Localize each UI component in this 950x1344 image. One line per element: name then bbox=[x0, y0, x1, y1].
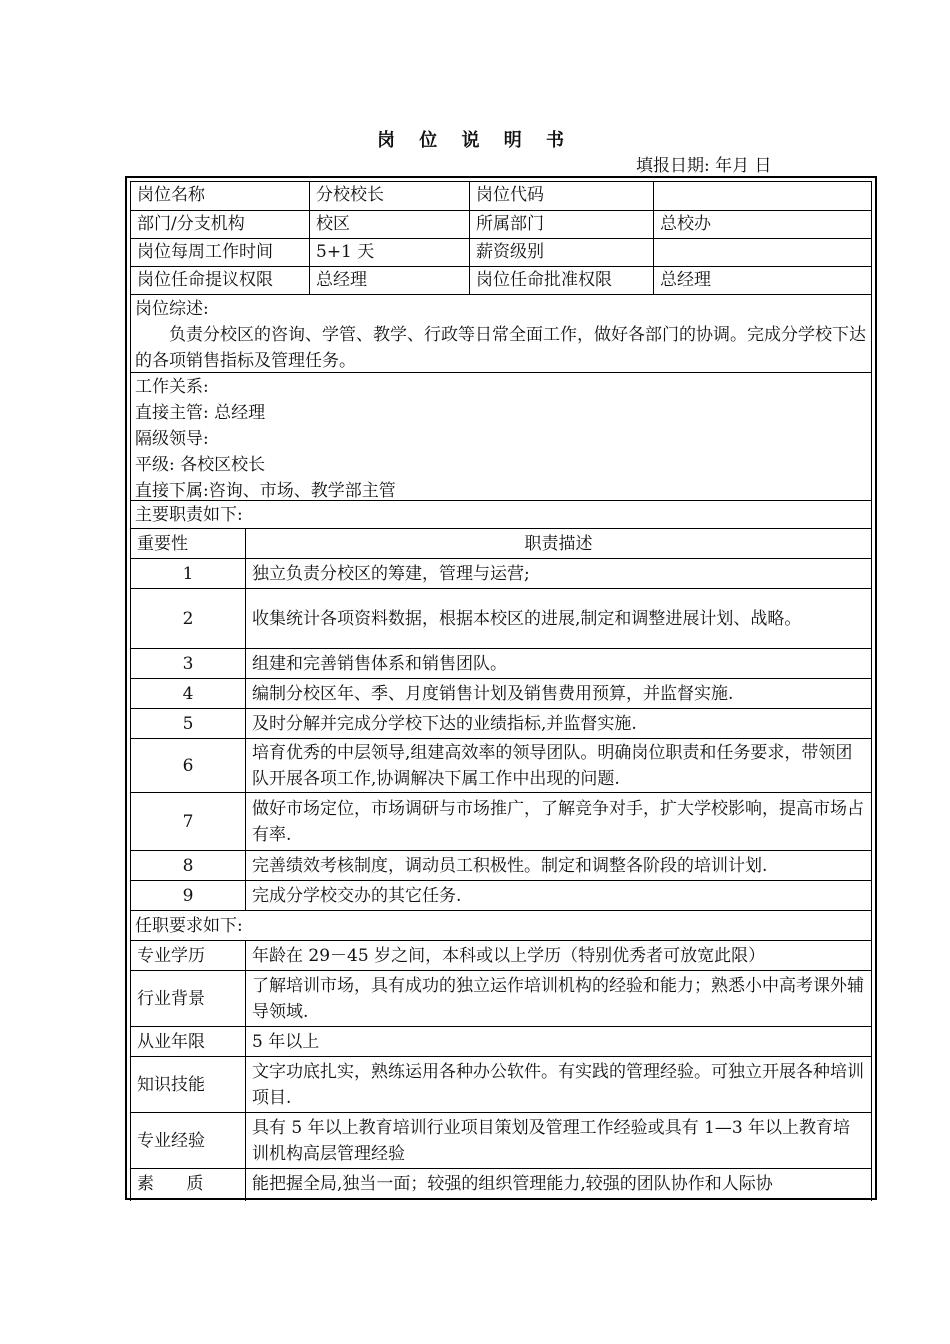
table-row bbox=[131, 1168, 871, 1201]
duty-number: 5 bbox=[182, 713, 194, 734]
duties-header-row bbox=[131, 528, 871, 558]
info-value bbox=[653, 239, 871, 266]
table-row bbox=[131, 850, 871, 880]
table-row bbox=[131, 970, 871, 1026]
requirement-value: 了解培训市场，具有成功的独立运作培训机构的经验和能力；熟悉小中高考课外辅导领域. bbox=[245, 971, 871, 1026]
table-row bbox=[131, 1056, 871, 1112]
info-row bbox=[131, 238, 871, 266]
table-row bbox=[131, 588, 871, 648]
table-row bbox=[131, 792, 871, 850]
table-row bbox=[131, 558, 871, 588]
document-title: 岗 位 说 明 书 bbox=[376, 130, 574, 151]
relation-line: 直接下属:咨询、市场、教学部主管 bbox=[135, 481, 396, 501]
requirements-label: 任职要求如下: bbox=[135, 916, 243, 936]
col-desc-header: 职责描述 bbox=[245, 529, 871, 558]
requirement-key: 专业经验 bbox=[137, 1130, 205, 1151]
table-row bbox=[131, 1112, 871, 1168]
summary-section bbox=[131, 294, 871, 372]
info-label: 岗位每周工作时间 bbox=[137, 242, 273, 262]
col-importance-header: 重要性 bbox=[137, 533, 188, 554]
info-value: 5+1 天 bbox=[309, 239, 469, 266]
info-label: 岗位名称 bbox=[137, 185, 205, 205]
info-row bbox=[131, 182, 871, 210]
relations-section bbox=[131, 372, 871, 500]
duty-number: 3 bbox=[182, 653, 194, 674]
relation-line: 直接主管: 总经理 bbox=[135, 403, 266, 423]
duty-desc: 做好市场定位，市场调研与市场推广，了解竞争对手，扩大学校影响，提高市场占有率. bbox=[245, 793, 871, 850]
info-label: 岗位任命提议权限 bbox=[137, 270, 273, 290]
requirement-value: 能把握全局,独当一面；较强的组织管理能力,较强的团队协作和人际协 bbox=[245, 1169, 871, 1201]
requirements-label-row bbox=[131, 910, 871, 940]
info-value: 校区 bbox=[309, 211, 469, 238]
table-row bbox=[131, 648, 871, 678]
job-description-table bbox=[130, 181, 872, 1201]
info-label: 所属部门 bbox=[469, 211, 653, 238]
requirement-key: 从业年限 bbox=[137, 1031, 205, 1052]
duty-number: 7 bbox=[182, 811, 194, 832]
summary-label: 岗位综述: bbox=[135, 299, 209, 319]
duty-desc: 培育优秀的中层领导,组建高效率的领导团队。明确岗位职责和任务要求，带领团队开展各项工作,协调解决下属工作中出现的问题. bbox=[245, 739, 871, 792]
info-label: 薪资级别 bbox=[469, 239, 653, 266]
info-value: 分校校长 bbox=[309, 182, 469, 210]
requirement-key: 行业背景 bbox=[137, 988, 205, 1009]
table-row bbox=[131, 678, 871, 708]
requirement-key: 知识技能 bbox=[137, 1074, 205, 1095]
requirement-key: 专业学历 bbox=[137, 945, 205, 966]
duty-desc: 编制分校区年、季、月度销售计划及销售费用预算，并监督实施. bbox=[245, 679, 871, 708]
duty-desc: 及时分解并完成分学校下达的业绩指标,并监督实施. bbox=[245, 709, 871, 738]
duty-number: 8 bbox=[182, 855, 194, 876]
table-row bbox=[131, 708, 871, 738]
requirement-value: 年龄在 29－45 岁之间，本科或以上学历（特别优秀者可放宽此限） bbox=[245, 941, 871, 970]
duty-number: 2 bbox=[182, 608, 194, 629]
info-value bbox=[653, 182, 871, 210]
table-row bbox=[131, 1026, 871, 1056]
info-value: 总校办 bbox=[653, 211, 871, 238]
duties-label: 主要职责如下: bbox=[135, 505, 243, 525]
table-row bbox=[131, 940, 871, 970]
duty-number: 9 bbox=[182, 885, 194, 906]
requirement-key: 素 质 bbox=[137, 1174, 204, 1194]
relations-label: 工作关系: bbox=[135, 377, 209, 397]
info-row bbox=[131, 210, 871, 238]
duty-desc: 收集统计各项资料数据，根据本校区的进展,制定和调整进展计划、战略。 bbox=[245, 589, 871, 648]
duty-number: 4 bbox=[182, 683, 194, 704]
table-row bbox=[131, 880, 871, 910]
duty-desc: 组建和完善销售体系和销售团队。 bbox=[245, 649, 871, 678]
table-row bbox=[131, 738, 871, 792]
requirement-value: 5 年以上 bbox=[245, 1027, 871, 1056]
duty-desc: 独立负责分校区的筹建，管理与运营; bbox=[245, 559, 871, 588]
info-label: 岗位任命批准权限 bbox=[469, 267, 653, 294]
duty-number: 6 bbox=[182, 755, 194, 776]
summary-text: 负责分校区的咨询、学管、教学、行政等日常全面工作，做好各部门的协调。完成分学校下达的各项销售指标及管理任务。 bbox=[135, 325, 866, 371]
relation-line: 平级: 各校区校长 bbox=[135, 455, 266, 475]
info-value: 总经理 bbox=[653, 267, 871, 294]
info-label: 岗位代码 bbox=[469, 182, 653, 210]
duty-desc: 完成分学校交办的其它任务. bbox=[245, 881, 871, 910]
duty-desc: 完善绩效考核制度，调动员工积极性。制定和调整各阶段的培训计划. bbox=[245, 851, 871, 880]
requirement-value: 具有 5 年以上教育培训行业项目策划及管理工作经验或具有 1—3 年以上教育培训机构高层管理经验 bbox=[245, 1113, 871, 1168]
duties-label-row bbox=[131, 500, 871, 528]
fill-date: 填报日期: 年月 日 bbox=[636, 156, 772, 176]
requirement-value: 文字功底扎实，熟练运用各种办公软件。有实践的管理经验。可独立开展各种培训项目. bbox=[245, 1057, 871, 1112]
duty-number: 1 bbox=[182, 563, 194, 584]
info-row bbox=[131, 266, 871, 294]
relation-line: 隔级领导: bbox=[135, 429, 209, 449]
info-label: 部门/分支机构 bbox=[137, 214, 245, 234]
info-value: 总经理 bbox=[309, 267, 469, 294]
